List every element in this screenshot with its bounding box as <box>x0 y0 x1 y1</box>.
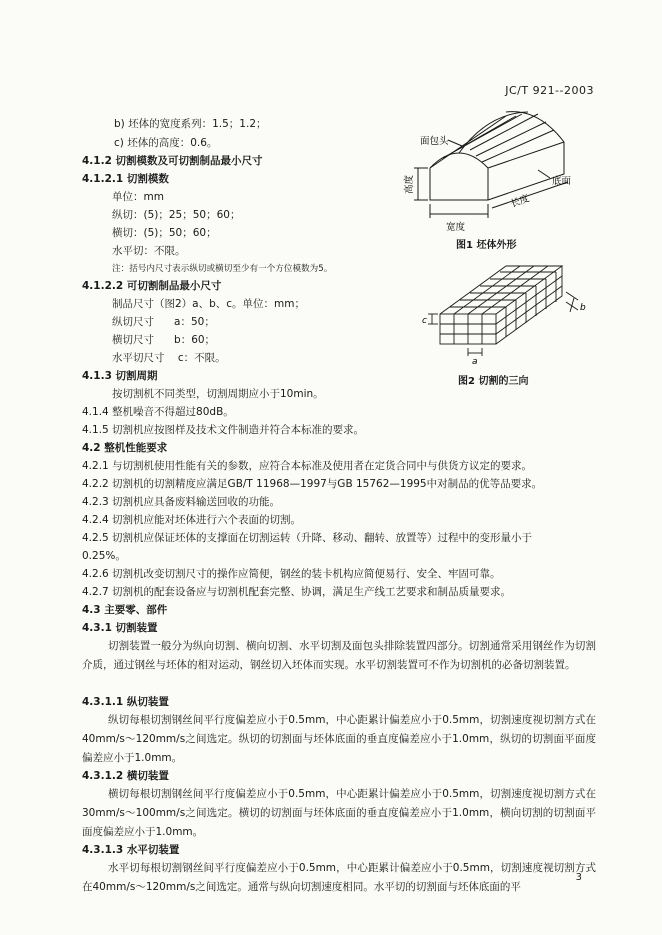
label-bottom: 底面 <box>552 176 572 187</box>
text-line: 制品尺寸（图2）a、b、c。单位：mm； <box>112 298 306 310</box>
text-line: 0.25%。 <box>82 550 126 562</box>
label-width: 宽度 <box>446 222 466 233</box>
section-heading: 4.3 主要零、部件 <box>82 604 168 616</box>
paragraph: 水平切每根切割钢丝间平行度偏差应小于0.5mm，中心距累计偏差应小于0.5mm，切割速度视切割方式在40mm/s～120mm/s之间选定。通常与纵向切割速度相同。水平切的切割面与坯体底面的平 <box>82 862 596 893</box>
text-line: 按切割机不同类型，切割周期应小于10min。 <box>112 388 324 400</box>
text-line: 纵切：(5)；25；50；60； <box>112 209 241 221</box>
text-line: 4.2.7 切割机的配套设备应与切割机配套完整、协调，满足生产线工艺要求和制品质量要求。 <box>82 586 512 598</box>
section-heading: 4.1.2 切割模数及可切割制品最小尺寸 <box>82 155 263 167</box>
section-heading: 4.3.1 切割装置 <box>82 622 158 634</box>
text-line: 4.2.6 切割机改变切割尺寸的操作应简便，钢丝的装卡机构应简便易行、安全、牢固可靠。 <box>82 568 501 580</box>
text-line: c) 坯体的高度：0.6。 <box>114 137 218 149</box>
label-b: b <box>580 303 586 313</box>
text-line: 4.1.5 切割机应按图样及技术文件制造并符合本标准的要求。 <box>82 424 365 436</box>
text-line: 4.2.4 切割机应能对坯体进行六个表面的切割。 <box>82 514 302 526</box>
text-line: 纵切尺寸 a：50； <box>112 316 215 328</box>
paragraph: 纵切每根切割钢丝间平行度偏差应小于0.5mm，中心距累计偏差应小于0.5mm，切割速度视切割方式在40mm/s～120mm/s之间选定。纵切的切割面与坯体底面的垂直度偏差应小于1.0mm，纵切的切割面平面度偏差应小于1.0mm。 <box>82 714 596 764</box>
text-line: 水平切：不限。 <box>112 245 186 257</box>
section-heading: 4.3.1.2 横切装置 <box>82 770 169 782</box>
label-length: 长度 <box>509 193 531 210</box>
page-number: 3 <box>575 872 582 883</box>
section-heading: 4.3.1.1 纵切装置 <box>82 696 169 708</box>
text-line: 单位：mm <box>112 191 164 203</box>
text-line: 4.2.1 与切割机使用性能有关的参数，应符合本标准及使用者在定货合同中与供货方议定的要求。 <box>82 460 533 472</box>
section-heading: 4.1.3 切割周期 <box>82 370 158 382</box>
section-heading: 4.3.1.3 水平切装置 <box>82 844 180 856</box>
label-height: 高度 <box>404 174 415 194</box>
section-heading: 4.2 整机性能要求 <box>82 442 168 454</box>
section-heading: 4.1.2.1 切割模数 <box>82 173 169 185</box>
text-line: 横切尺寸 b：60； <box>112 334 216 346</box>
standard-number: JC/T 921--2003 <box>505 84 594 97</box>
text-line: 4.2.2 切割机的切割精度应满足GB/T 11968—1997与GB 15762—1995中对制品的优等品要求。 <box>82 478 543 490</box>
text-line: b) 坯体的宽度系列：1.5；1.2； <box>114 118 267 130</box>
text-line: 横切：(5)；50；60； <box>112 227 217 239</box>
text-line: 4.1.4 整机噪音不得超过80dB。 <box>82 406 234 418</box>
label-bread-head: 面包头 <box>420 136 449 147</box>
figure-1-block <box>388 108 600 240</box>
figure-2-cutting-grid <box>410 256 600 366</box>
text-line: 4.2.3 切割机应具备废料输送回收的功能。 <box>82 496 281 508</box>
note-line: 注：括号内尺寸表示纵切或横切至少有一个方位模数为5。 <box>112 264 333 274</box>
section-heading: 4.1.2.2 可切割制品最小尺寸 <box>82 280 222 292</box>
label-c: c <box>422 316 427 326</box>
paragraph: 切割装置一般分为纵向切割、横向切割、水平切割及面包头排除装置四部分。切割通常采用钢丝作为切割介质，通过钢丝与坯体的相对运动，钢丝切入坯体而实现。水平切割装置可不作为切割机的必备切割装置。 <box>82 640 596 671</box>
text-line: 4.2.5 切割机应保证坯体的支撑面在切割运转（升降、移动、翻转、放置等）过程中的变形量小于 <box>82 532 533 544</box>
label-a: a <box>472 357 478 366</box>
figure-1-caption: 图1 坯体外形 <box>456 240 517 251</box>
text-line: 水平切尺寸 c：不限。 <box>112 352 226 364</box>
paragraph: 横切每根切割钢丝间平行度偏差应小于0.5mm，中心距累计偏差应小于0.5mm，切割速度视切割方式在30mm/s～100mm/s之间选定。横切的切割面与坯体底面的垂直度偏差应小于1.0mm，横向切割的切割面平面度偏差应小于1.0mm。 <box>82 788 596 838</box>
figure-2-caption: 图2 切割的三向 <box>458 376 529 387</box>
